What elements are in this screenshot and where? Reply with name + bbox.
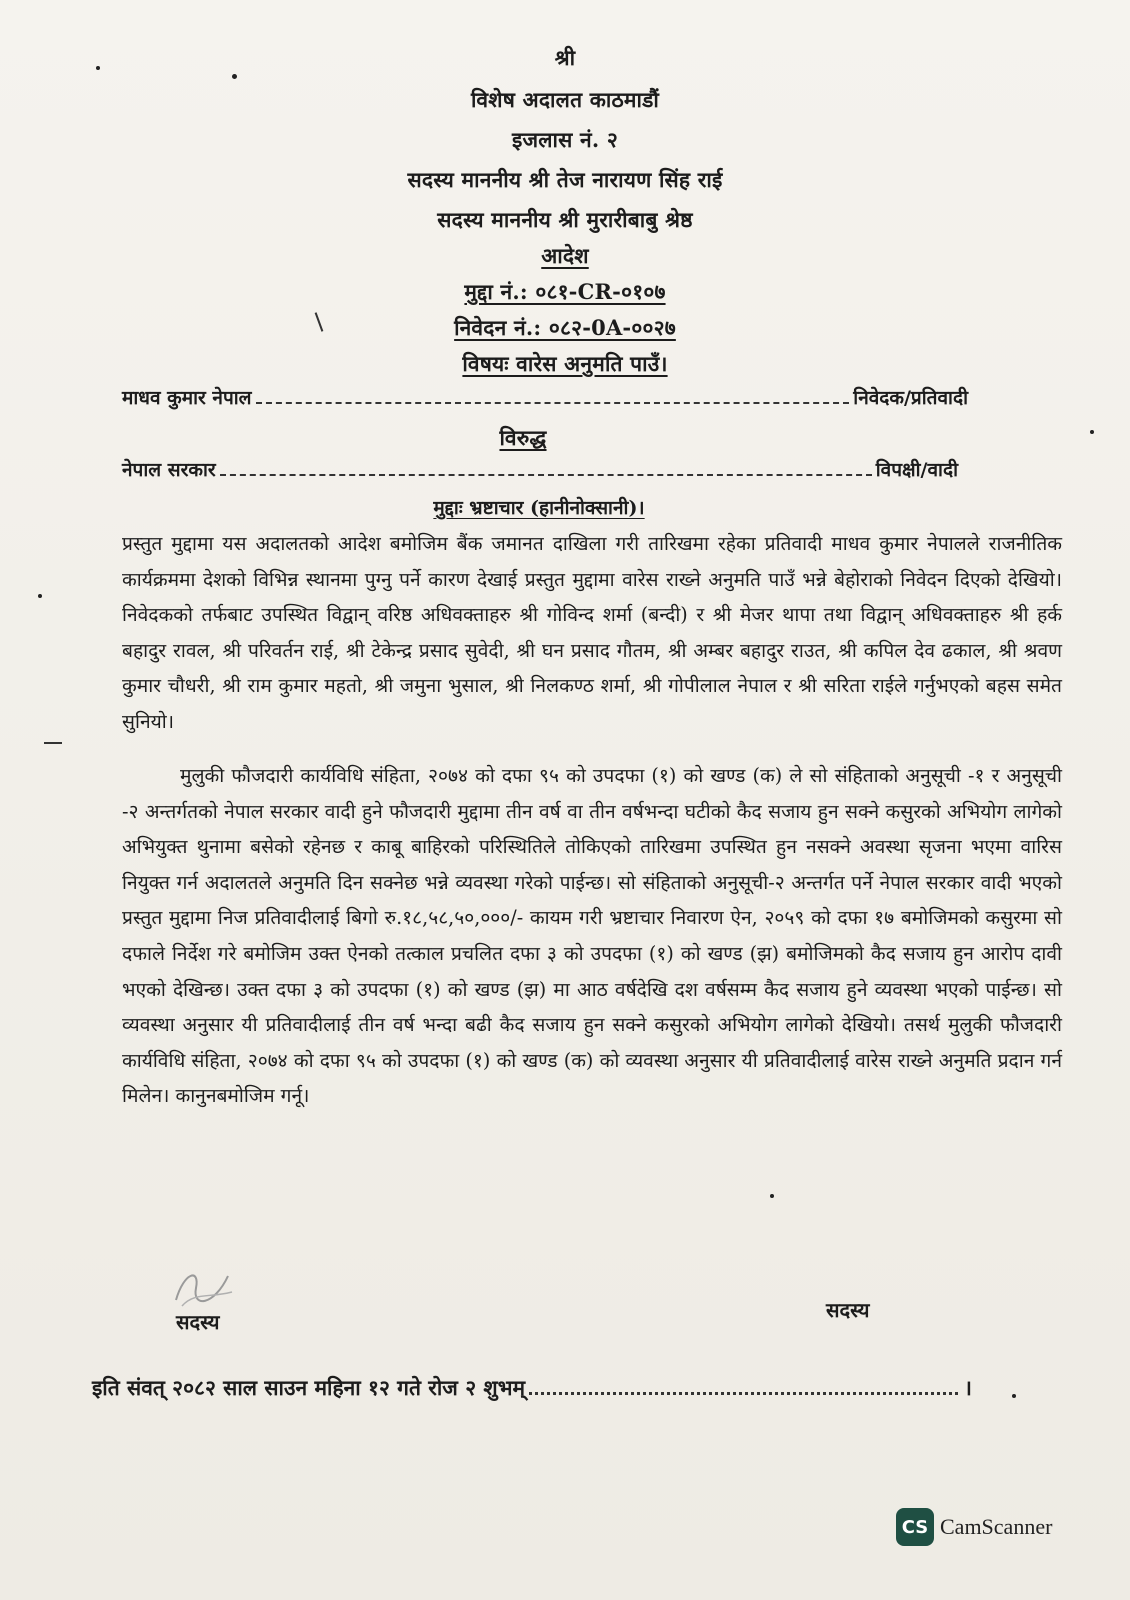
dash-leader xyxy=(220,473,872,476)
dotted-leader xyxy=(529,1392,958,1395)
versus-label: विरुद्ध xyxy=(499,425,547,450)
date-line xyxy=(92,1374,972,1402)
order-paragraph-1: प्रस्तुत मुद्दामा यस अदालतको आदेश बमोजिम बैंक जमानत दाखिला गरी तारिखमा रहेका प्रतिवादी माधव कुमार नेपालले राजनीतिक कार्यक्रममा देशको विभिन्न स्थानमा पुग्नु पर्ने कारण देखाई प्रस्तुत मुद्दामा वारेस राख्ने अनुमति पाउँ भन्ने बेहोराको निवेदन दिएको देखियो। निवेदकको तर्फबाट उपस्थित विद्वान् वरिष्ठ अधिवक्ताहरु श्री गोविन्द शर्मा (बन्दी) र श्री मेजर थापा तथा विद्वान् अधिवक्ताहरु श्री हर्क बहादुर रावल, श्री परिवर्तन राई, श्री टेकेन्द्र प्रसाद सुवेदी, श्री घन प्रसाद गौतम, श्री अम्बर बहादुर राउत, श्री कपिल देव ढकाल, श्री श्रवण कुमार चौधरी, श्री राम कुमार महतो, श्री जमुना भुसाल, श्री निलकण्ठ शर्मा, श्री गोपीलाल नेपाल र श्री सरिता राईले गर्नुभएको बहस समेत सुनियो। xyxy=(122,532,1062,733)
respondent-role: विपक्षी/वादी xyxy=(875,459,958,481)
scan-speck xyxy=(1090,430,1094,434)
scan-speck xyxy=(38,594,42,598)
petitioner-line xyxy=(122,384,968,410)
petitioner-name: माधव कुमार नेपाल xyxy=(122,387,252,409)
respondent-line xyxy=(122,456,958,482)
scan-speck xyxy=(770,1194,774,1198)
dash-leader xyxy=(256,401,850,404)
camscanner-logo: CS xyxy=(896,1508,934,1546)
order-title: आदेश xyxy=(541,243,589,268)
invocation: श्री xyxy=(554,45,576,70)
date-text: इति संवत् २०८२ साल साउन महिना १२ गते रोज २ शुभम् xyxy=(92,1375,526,1400)
petitioner-role: निवेदक/प्रतिवादी xyxy=(853,387,968,409)
camscanner-text: CamScanner xyxy=(940,1514,1053,1539)
scan-speck xyxy=(96,66,100,70)
scan-speck xyxy=(232,74,237,79)
scan-stroke xyxy=(44,742,62,744)
signature-right-label: सदस्य xyxy=(826,1298,870,1322)
case-number: मुद्दा नं.: ०८१-CR-०१०७ xyxy=(464,279,666,304)
order-paragraph-2: मुलुकी फौजदारी कार्यविधि संहिता, २०७४ को दफा ९५ को उपदफा (१) को खण्ड (क) ले सो संहिताको अनुसूची -१ र अनुसूची -२ अन्तर्गतको नेपाल सरकार वादी हुने फौजदारी मुद्दामा तीन वर्ष वा तीन वर्षभन्दा घटीको कैद सजाय हुन सक्ने कसुरको अभियोग लागेको अभियुक्त थुनामा बसेको रहेनछ र काबू बाहिरको परिस्थितिले तोकिएको तारिखमा उपस्थित हुन नसक्ने अवस्था सृजना भएमा वारिस नियुक्त गर्न अदालतले अनुमति दिन सक्नेछ भन्ने व्यवस्था गरेको पाईन्छ। सो संहिताको अनुसूची-२ अन्तर्गत पर्ने नेपाल सरकार वादी भएको प्रस्तुत मुद्दामा निज प्रतिवादीलाई बिगो रु.१८,५८,५०,०००/- कायम गरी भ्रष्टाचार निवारण ऐन, २०५९ को दफा १७ बमोजिमको कसुरमा सो दफाले निर्देश गरे बमोजिम उक्त ऐनको तत्काल प्रचलित दफा ३ को उपदफा (१) को खण्ड (झ) बमोजिमको कैद सजाय हुन आरोप दावी भएको देखिन्छ। उक्त दफा ३ को उपदफा (१) को खण्ड (झ) मा आठ वर्षदेखि दश वर्षसम्म कैद सजाय हुने व्यवस्था भएको पाईन्छ। सो व्यवस्था अनुसार यी प्रतिवादीलाई तीन वर्ष भन्दा बढी कैद सजाय हुन सक्ने कसुरको अभियोग लागेको देखियो। तसर्थ मुलुकी फौजदारी कार्यविधि संहिता, २०७४ को दफा ९५ को उपदफा (१) को खण्ड (क) को व्यवस्था अनुसार यी प्रतिवादीलाई वारेस राख्ने अनुमति प्रदान गर्न मिलेन। कानुनबमोजिम गर्नू। xyxy=(122,764,1062,1108)
end-mark: । xyxy=(964,1375,972,1400)
camscanner-watermark xyxy=(896,1508,1052,1546)
bench-member-1: सदस्य माननीय श्री तेज नारायण सिंह राई xyxy=(407,167,723,192)
petition-number: निवेदन नं.: ०८२-0A-००२७ xyxy=(454,315,676,340)
bench-member-2: सदस्य माननीय श्री मुरारीबाबु श्रेष्ठ xyxy=(437,207,693,232)
bench-number: इजलास नं. २ xyxy=(511,127,619,152)
case-type: मुद्दाः भ्रष्टाचार (हानीनोक्सानी)। xyxy=(433,497,645,519)
respondent-name: नेपाल सरकार xyxy=(122,459,216,481)
signature-left-label: सदस्य xyxy=(176,1310,220,1334)
scan-speck xyxy=(1012,1394,1016,1398)
court-name: विशेष अदालत काठमाडौं xyxy=(470,87,660,112)
signature-scribble xyxy=(170,1262,240,1312)
subject-line: विषयः वारेस अनुमति पाउँ। xyxy=(462,351,668,376)
